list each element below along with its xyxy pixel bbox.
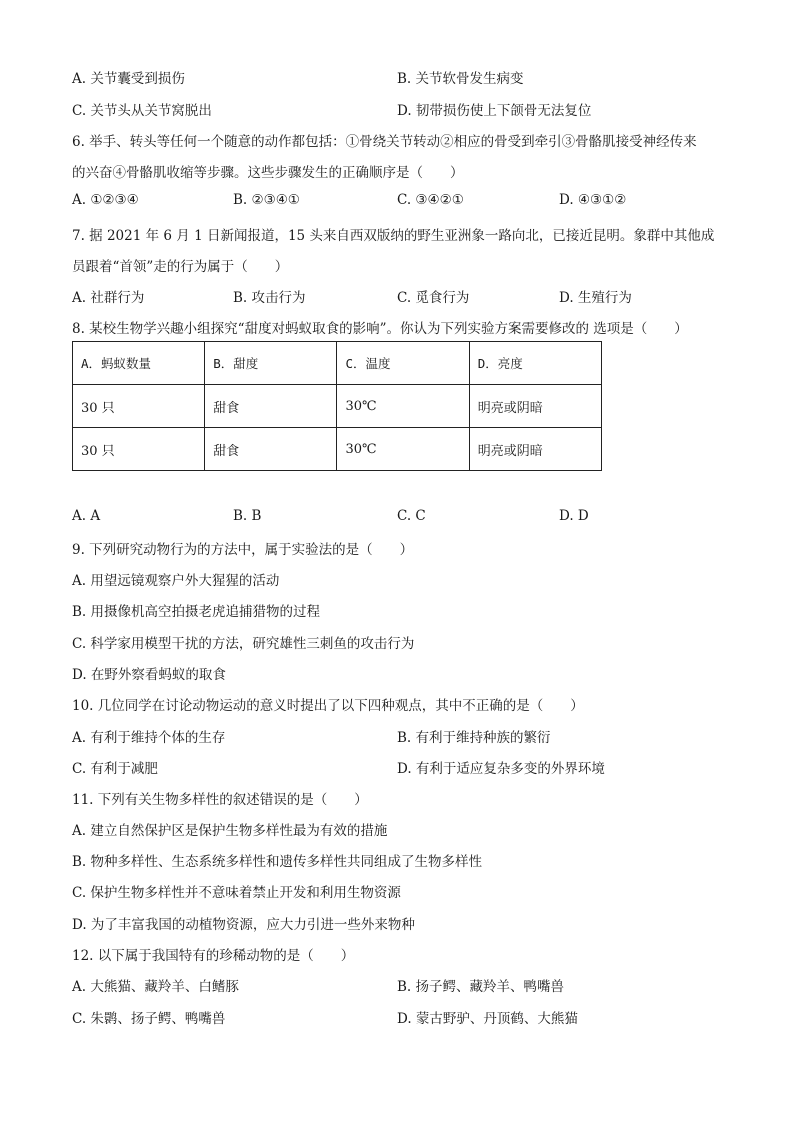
- table-cell: 甜食: [205, 428, 337, 471]
- q7-stem-line1: 7. 据 2021 年 6 月 1 日新闻报道，15 头来自西双版纳的野生亚洲象一路向北，已接近昆明。象群中其他成: [72, 228, 715, 244]
- q10-stem: 10. 几位同学在讨论动物运动的意义时提出了以下四种观点，其中不正确的是（ ）: [72, 698, 584, 714]
- q9-option-c: C. 科学家用模型干扰的方法，研究雄性三刺鱼的攻击行为: [72, 636, 415, 652]
- q9-option-b: B. 用摄像机高空拍摄老虎追捕猎物的过程: [72, 604, 321, 620]
- q12-option-d: D. 蒙古野驴、丹顶鹤、大熊猫: [397, 1011, 578, 1027]
- q6-option-c: C. ③④②①: [397, 192, 464, 208]
- q6-option-d: D. ④③①②: [559, 192, 627, 208]
- q8-option-c: C. C: [397, 508, 426, 524]
- q5-option-a: A. 关节囊受到损伤: [72, 71, 185, 87]
- q11-option-b: B. 物种多样性、生态系统多样性和遗传多样性共同组成了生物多样性: [72, 854, 483, 870]
- q7-option-d: D. 生殖行为: [559, 290, 632, 306]
- q12-option-b: B. 扬子鳄、藏羚羊、鸭嘴兽: [397, 979, 565, 995]
- q8-option-b: B. B: [233, 508, 262, 524]
- table-header-cell: B．甜度: [205, 342, 337, 385]
- q7-option-c: C. 觅食行为: [397, 290, 470, 306]
- table-header-cell: A．蚂蚁数量: [73, 342, 205, 385]
- table-header-row: [73, 342, 602, 385]
- q10-option-a: A. 有利于维持个体的生存: [72, 730, 226, 746]
- q8-stem: 8. 某校生物学兴趣小组探究“甜度对蚂蚁取食的影响”。你认为下列实验方案需要修改的 选项是（ ）: [72, 321, 688, 337]
- table-row: [73, 385, 602, 428]
- q10-option-c: C. 有利于减肥: [72, 761, 158, 777]
- q10-option-d: D. 有利于适应复杂多变的外界环境: [397, 761, 605, 777]
- q8-option-a: A. A: [72, 508, 101, 524]
- q7-stem-line2: 员跟着“首领”走的行为属于（ ）: [72, 259, 289, 275]
- table-cell: 甜食: [205, 385, 337, 428]
- q5-option-c: C. 关节头从关节窝脱出: [72, 103, 212, 119]
- q9-stem: 9. 下列研究动物行为的方法中，属于实验法的是（ ）: [72, 542, 414, 558]
- q10-option-b: B. 有利于维持种族的繁衍: [397, 730, 551, 746]
- q7-option-a: A. 社群行为: [72, 290, 145, 306]
- q6-option-b: B. ②③④①: [233, 192, 300, 208]
- table-cell: 30℃: [337, 385, 469, 428]
- table-cell: 30℃: [337, 428, 469, 471]
- q12-option-c: C. 朱鹮、扬子鳄、鸭嘴兽: [72, 1011, 226, 1027]
- q9-option-a: A. 用望远镜观察户外大猩猩的活动: [72, 573, 280, 589]
- q5-option-d: D. 韧带损伤使上下颌骨无法复位: [397, 103, 592, 119]
- experiment-table: [72, 341, 602, 471]
- q6-stem-line2: 的兴奋④骨骼肌收缩等步骤。这些步骤发生的正确顺序是（ ）: [72, 165, 464, 181]
- table-header-cell: D．亮度: [469, 342, 601, 385]
- q11-option-a: A. 建立自然保护区是保护生物多样性最为有效的措施: [72, 823, 388, 839]
- table-cell: 30 只: [73, 428, 205, 471]
- q11-stem: 11. 下列有关生物多样性的叙述错误的是（ ）: [72, 792, 368, 808]
- q6-option-a: A. ①②③④: [72, 192, 139, 208]
- table-header-cell: C．温度: [337, 342, 469, 385]
- q12-option-a: A. 大熊猫、藏羚羊、白鳍豚: [72, 979, 239, 995]
- q5-option-b: B. 关节软骨发生病变: [397, 71, 524, 87]
- table-row: [73, 428, 602, 471]
- q6-stem-line1: 6. 举手、转头等任何一个随意的动作都包括：①骨绕关节转动②相应的骨受到牵引③骨骼肌接受神经传来: [72, 134, 697, 150]
- table-cell: 明亮或阴暗: [469, 428, 601, 471]
- q9-option-d: D. 在野外察看蚂蚁的取食: [72, 667, 226, 683]
- q11-option-d: D. 为了丰富我国的动植物资源，应大力引进一些外来物种: [72, 917, 415, 933]
- q11-option-c: C. 保护生物多样性并不意味着禁止开发和利用生物资源: [72, 885, 401, 901]
- q7-option-b: B. 攻击行为: [233, 290, 306, 306]
- table-cell: 30 只: [73, 385, 205, 428]
- q8-option-d: D. D: [559, 508, 589, 524]
- q12-stem: 12. 以下属于我国特有的珍稀动物的是（ ）: [72, 948, 355, 964]
- table-cell: 明亮或阴暗: [469, 385, 601, 428]
